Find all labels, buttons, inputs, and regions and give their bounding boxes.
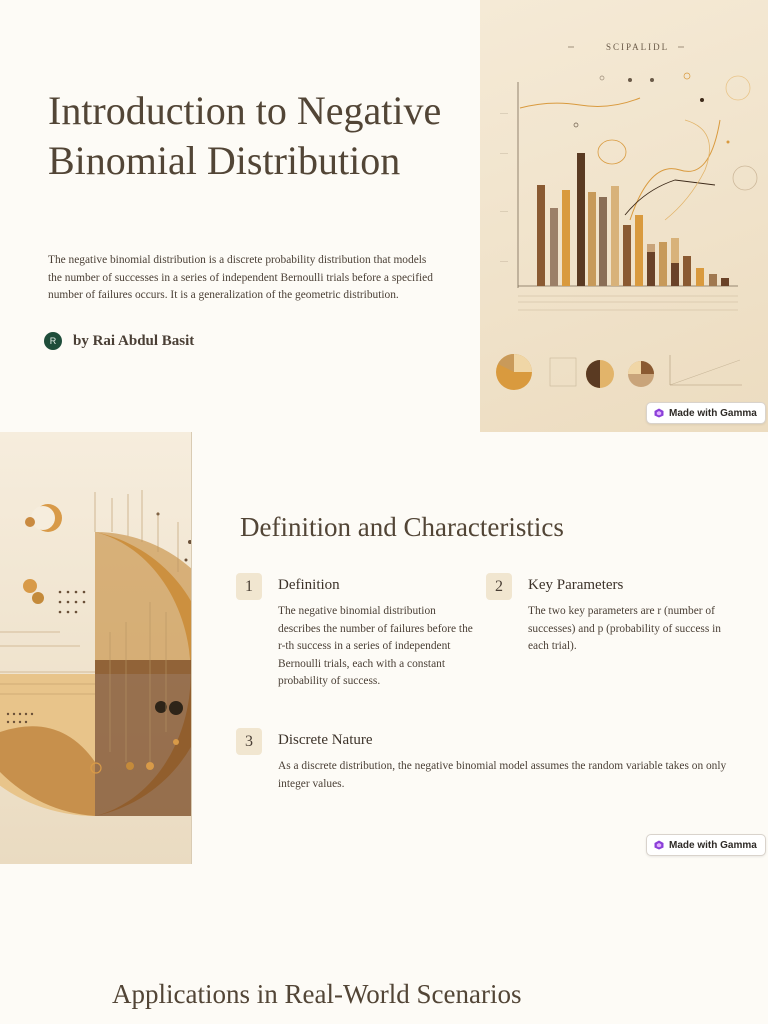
definition-text: The negative binomial distribution describes the number of failures before the r-th success in a series of independent Bernoulli trials, each with a constant probability of success. <box>278 605 473 688</box>
svg-text:——: —— <box>500 150 508 155</box>
illustration-title: SCIPALIDL <box>606 42 670 52</box>
crescent-illustration <box>0 432 192 864</box>
made-with-gamma-badge[interactable] <box>646 834 766 856</box>
made-with-gamma-badge[interactable] <box>646 402 766 424</box>
author-name: by Rai Abdul Basit <box>73 332 195 349</box>
hero-illustration <box>480 0 768 432</box>
avatar[interactable]: R <box>44 332 62 350</box>
item-number-badge: 2 <box>486 573 512 600</box>
gamma-logo-icon <box>654 408 664 418</box>
gamma-logo-icon <box>654 840 664 850</box>
key-parameters-title: Key Parameters <box>528 577 624 593</box>
section-heading: Definition and Characteristics <box>240 512 564 542</box>
discrete-nature-title: Discrete Nature <box>278 732 373 748</box>
item-number-badge: 1 <box>236 573 262 600</box>
svg-text:——: —— <box>500 110 508 115</box>
svg-text:——: —— <box>500 208 508 213</box>
gamma-badge-label: Made with Gamma <box>669 407 757 419</box>
author-byline <box>44 332 194 350</box>
svg-text:——: —— <box>500 258 508 263</box>
page-title: Introduction to Negative Binomial Distribution <box>48 88 442 183</box>
slide-applications <box>0 864 768 1024</box>
definition-title: Definition <box>278 577 340 593</box>
section-heading: Applications in Real-World Scenarios <box>112 979 522 1009</box>
bar-chart-illustration <box>480 0 768 432</box>
moon-illustration <box>0 432 192 864</box>
intro-paragraph: The negative binomial distribution is a discrete probability distribution that models the number of successes in a series of independent Bernoulli trials before a specified number of failures occurs. It is a generalization of the geometric distribution. <box>48 254 433 302</box>
item-number-badge: 3 <box>236 728 262 755</box>
discrete-nature-text: As a discrete distribution, the negative binomial model assumes the random variable takes on only integer values. <box>278 760 727 790</box>
slide-definition <box>0 432 768 864</box>
gamma-badge-label: Made with Gamma <box>669 839 757 851</box>
slide-title <box>0 0 768 432</box>
key-parameters-text: The two key parameters are r (number of successes) and p (probability of success in each trial). <box>528 605 721 653</box>
